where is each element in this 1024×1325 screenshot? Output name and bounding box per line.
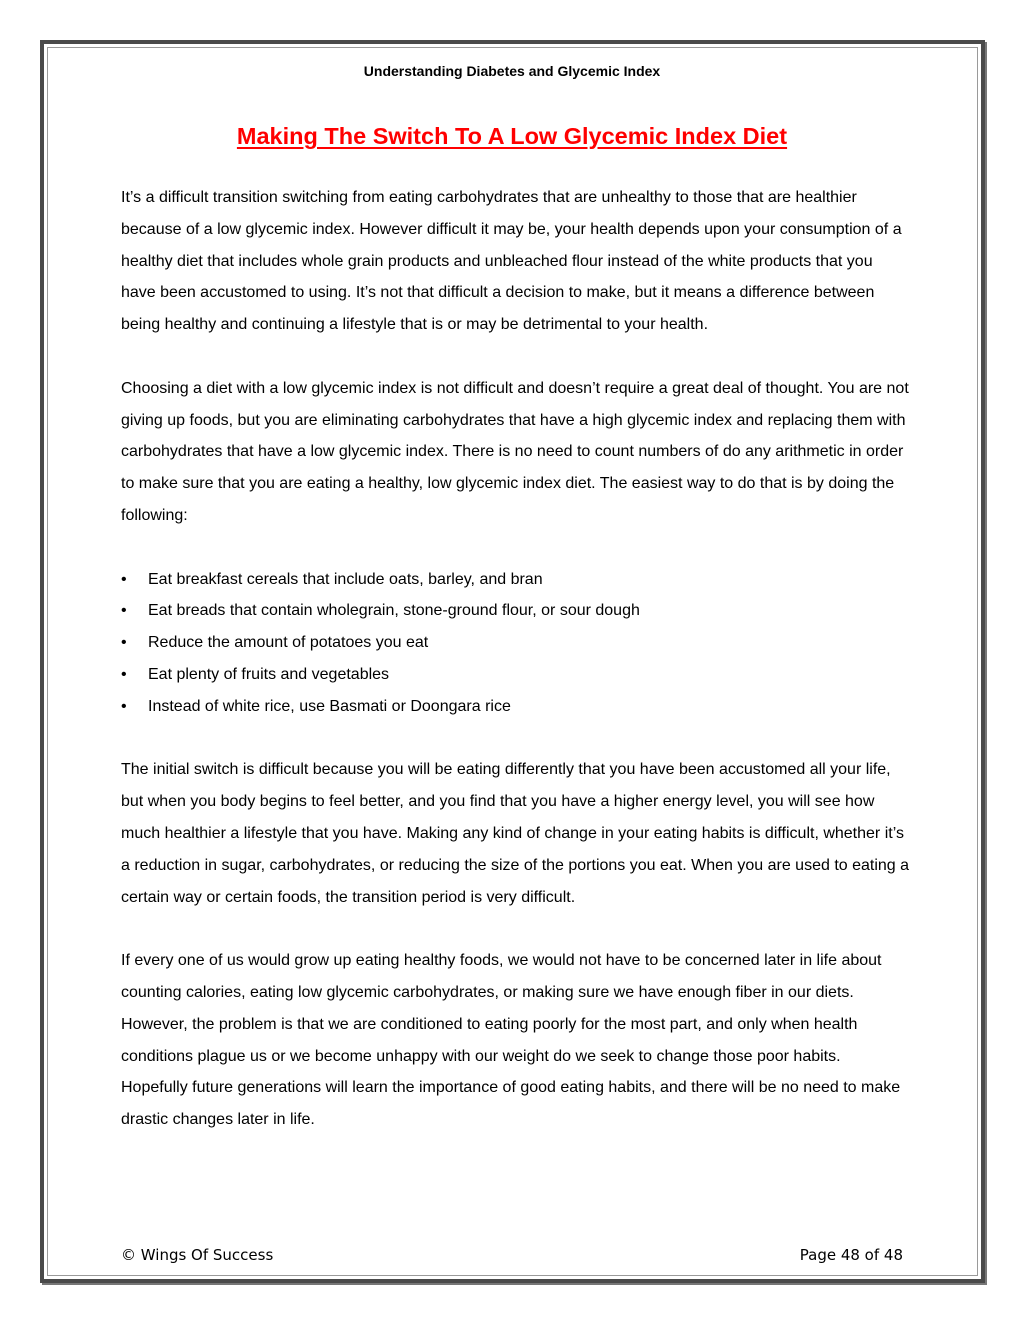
running-header: Understanding Diabetes and Glycemic Index — [363, 63, 661, 79]
list-item-text: Eat breads that contain wholegrain, stone-ground flour, or sour dough — [148, 602, 640, 620]
page-number: Page 48 of 48 — [799, 1246, 903, 1264]
list-item — [121, 595, 911, 627]
list-item-text: Reduce the amount of potatoes you eat — [148, 634, 429, 652]
bullet-icon: • — [121, 697, 127, 715]
bullet-icon: • — [121, 570, 127, 588]
list-item — [121, 659, 911, 691]
list-item-text: Instead of white rice, use Basmati or Doongara rice — [148, 697, 511, 715]
list-item — [121, 627, 911, 659]
bullet-icon: • — [121, 665, 127, 683]
list-item — [121, 564, 911, 596]
food-tips-list — [121, 564, 911, 723]
list-item-text: Eat plenty of fruits and vegetables — [148, 665, 390, 683]
copyright-notice: © Wings Of Success — [121, 1246, 274, 1264]
paragraph: If every one of us would grow up eating healthy foods, we would not have to be concerned later in life about counting calories, eating low glycemic carbohydrates, or making sure we have enough fiber in our diets. However, the problem is that we are conditioned to eating poorly for the most part, and only when health conditions plague us or we become unhappy with our weight do we seek to change those poor habits. Hopefully future generations will learn the importance of good eating habits, and there will be no need to make drastic changes later in life. — [121, 952, 901, 1129]
bullet-icon: • — [121, 602, 127, 620]
list-item-text: Eat breakfast cereals that include oats, barley, and bran — [148, 570, 543, 588]
paragraph: It’s a difficult transition switching from eating carbohydrates that are unhealthy to those that are healthier because of a low glycemic index. However difficult it may be, your health depends upon your consumption of a healthy diet that includes whole grain products and unbleached flour instead of the white products that you have been accustomed to using. It’s not that difficult a decision to make, but it means a difference between being healthy and continuing a lifestyle that is or may be detrimental to your health. — [121, 189, 902, 334]
paragraph: Choosing a diet with a low glycemic index is not difficult and doesn’t require a great deal of thought. You are not giving up foods, but you are eliminating carbohydrates that have a high glycemic index and replacing them with carbohydrates that have a low glycemic index. There is no need to count numbers of do any arithmetic in order to make sure that you are eating a healthy, low glycemic index diet. The easiest way to do that is by doing the following: — [121, 379, 909, 524]
list-item — [121, 691, 911, 723]
document-body — [121, 182, 911, 1168]
page-title: Making The Switch To A Low Glycemic Index Diet — [236, 123, 788, 149]
paragraph: The initial switch is difficult because you will be eating differently that you have been accustomed all your life, but when you body begins to feel better, and you find that you have a higher energy level, you will see how much healthier a lifestyle that you have. Making any kind of change in your eating habits is difficult, whether it’s a reduction in sugar, carbohydrates, or reducing the size of the portions you eat. When you are used to eating a certain way or certain foods, the transition period is very difficult. — [121, 761, 910, 906]
bullet-icon: • — [121, 634, 127, 652]
